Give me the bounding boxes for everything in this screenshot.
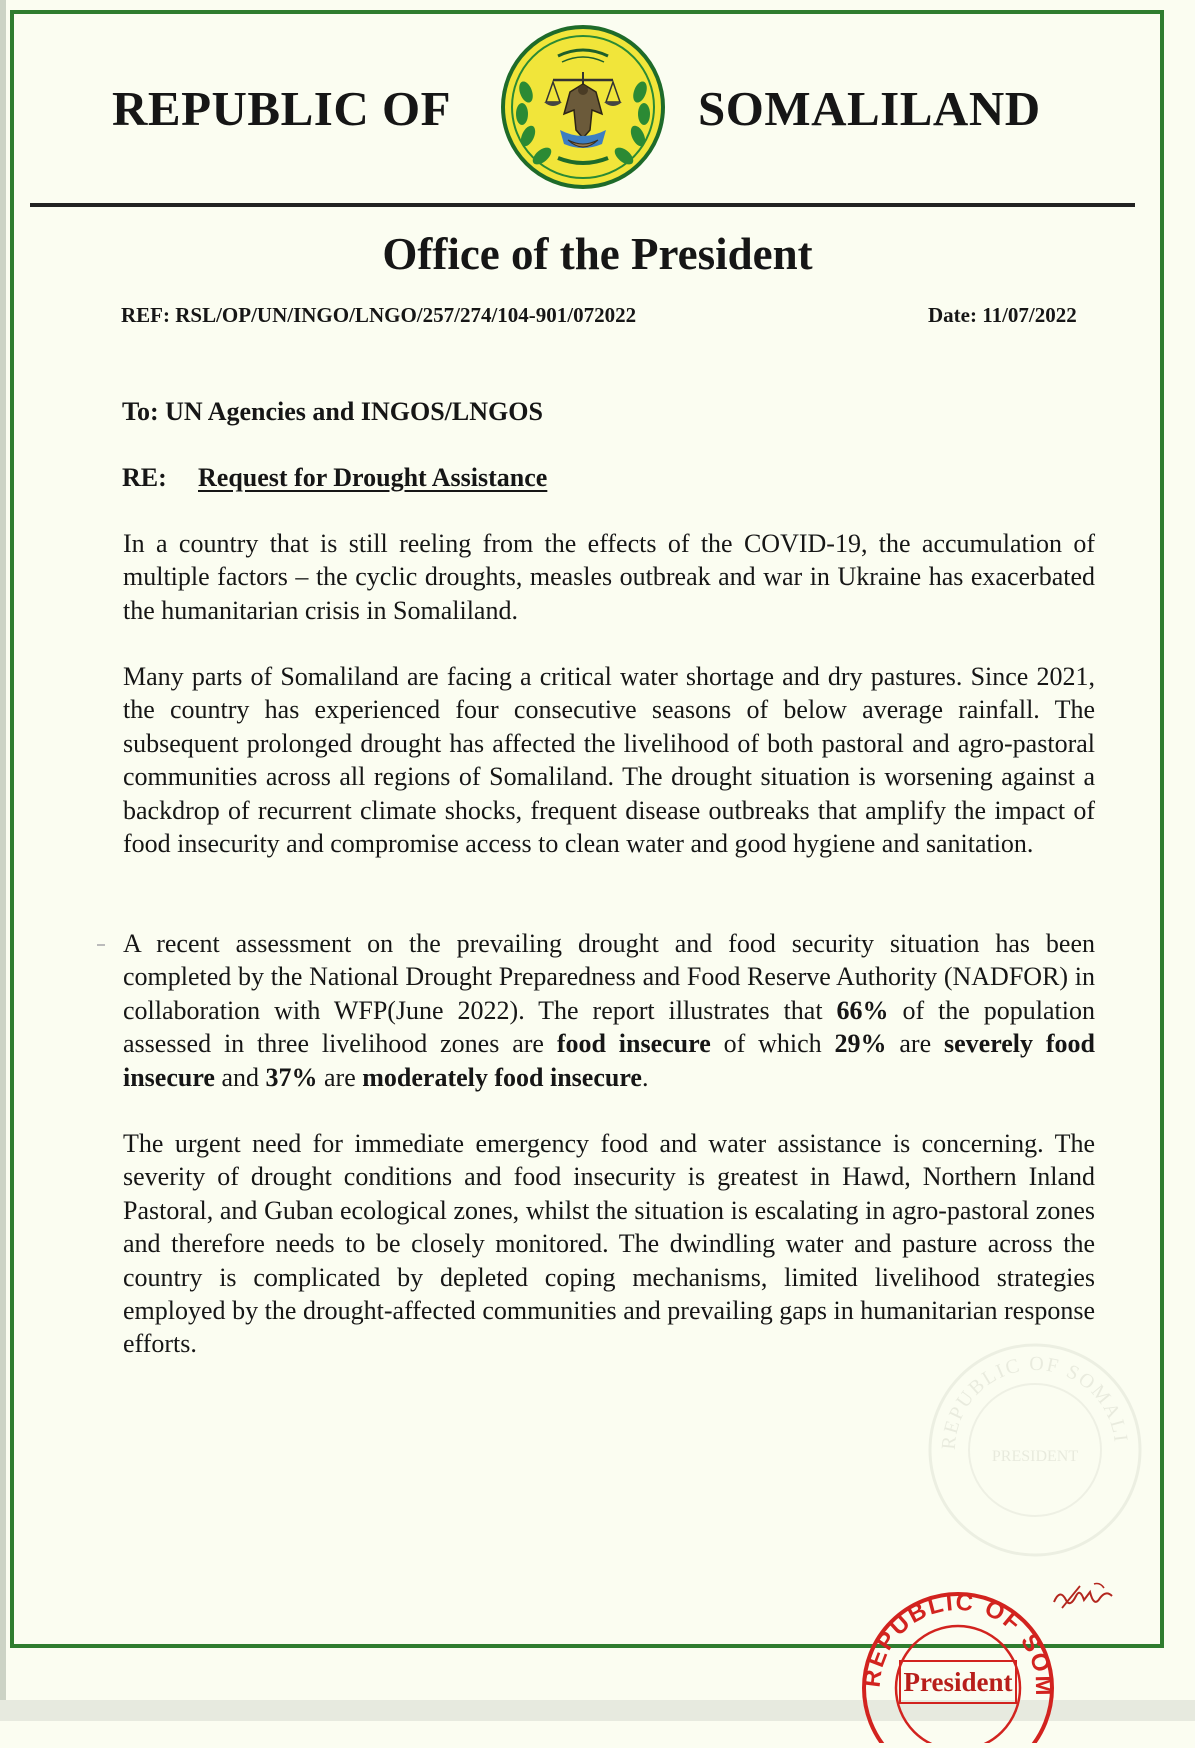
subject-line: [122, 463, 547, 493]
letter-date: Date: 11/07/2022: [928, 303, 1077, 327]
reference-number: REF: RSL/OP/UN/INGO/LNGO/257/274/104-901/072022: [121, 303, 637, 327]
header-divider: [30, 203, 1135, 207]
margin-mark: [97, 944, 105, 946]
coat-of-arms-icon: [498, 22, 668, 192]
paragraph-urgent-need: The urgent need for immediate emergency food and water assistance is concerning. The severity of drought conditions and food insecurity is greatest in Hawd, Northern Inland Pastoral, and Guban ecological zones, whilst the situation is escalating in agro-pastoral zones and therefore needs to be closely monitored. The dwindling water and pasture across the country is complicated by depleted coping mechanisms, limited livelihood strategies employed by the drought-affected communities and prevailing gaps in humanitarian response efforts.: [123, 1129, 1095, 1359]
stat-food-insecure-total: 66%: [836, 995, 889, 1025]
signature: [1050, 1578, 1120, 1618]
assessment-text-6: are: [317, 1062, 363, 1092]
assessment-text-3: of which: [710, 1029, 835, 1059]
stamp-ring-text: EPUBLIC OF SOM: [862, 1588, 1058, 1698]
paragraph-context: In a country that is still reeling from the effects of the COVID-19, the accumulation of multiple factors – the cyclic droughts, measles outbreak and war in Ukraine has exacerbated the humanitarian crisis in Somaliland.: [123, 529, 1095, 625]
emphasis-severely-food-insecure: severely food insecure: [123, 1029, 1096, 1092]
subject-label: RE:: [122, 463, 167, 492]
embossed-seal-ring: REPUBLIC OF SOMALI: [937, 1352, 1132, 1451]
office-title: Office of the President: [382, 229, 813, 279]
assessment-text-4: are: [886, 1029, 944, 1059]
assessment-text-5: and: [214, 1062, 266, 1092]
letterhead-left-word: REPUBLIC OF: [112, 81, 452, 136]
paragraph-assessment: [123, 927, 1095, 1094]
paragraph-drought-situation: Many parts of Somaliland are facing a critical water shortage and dry pastures. Since 2021, the country has experienced four consecutive seasons of below average rainfall. The subsequent prolonged drought has affected the livelihood of both pastoral and agro-pastoral communities across all regions of Somaliland. The drought situation is worsening against a backdrop of recurrent climate shocks, frequent disease outbreaks that amplify the impact of food insecurity and compromise access to clean water and good hygiene and sanitation.: [123, 662, 1095, 859]
letterhead-right-word: SOMALILAND: [698, 81, 1041, 136]
svg-text:REPUBLIC OF SOMALILAND: [920, 1335, 1132, 1451]
president-stamp: [862, 1573, 1062, 1743]
assessment-text-2: of the population assessed in three livelihood zones are: [123, 995, 1095, 1059]
assessment-text-1: A recent assessment on the prevailing drought and food security situation has been completed by the National Drought Preparedness and Food Reserve Authority (NADFOR) in collaboration with WFP(June 2022). The report illustrates that: [123, 929, 1095, 1025]
assessment-text-7: .: [641, 1062, 649, 1092]
embossed-seal: [920, 1335, 1150, 1565]
addressee-line: To: UN Agencies and INGOS/LNGOS: [122, 397, 543, 426]
stat-moderate: 37%: [265, 1062, 318, 1092]
stat-severe: 29%: [834, 1029, 887, 1059]
emphasis-moderately-food-insecure: moderately food insecure: [362, 1062, 642, 1092]
embossed-seal-center: PRESIDENT: [991, 1448, 1079, 1465]
stamp-center-text: President: [903, 1667, 1013, 1697]
subject-text: Request for Drought Assistance: [198, 463, 548, 492]
emphasis-food-insecure: food insecure: [556, 1029, 711, 1059]
